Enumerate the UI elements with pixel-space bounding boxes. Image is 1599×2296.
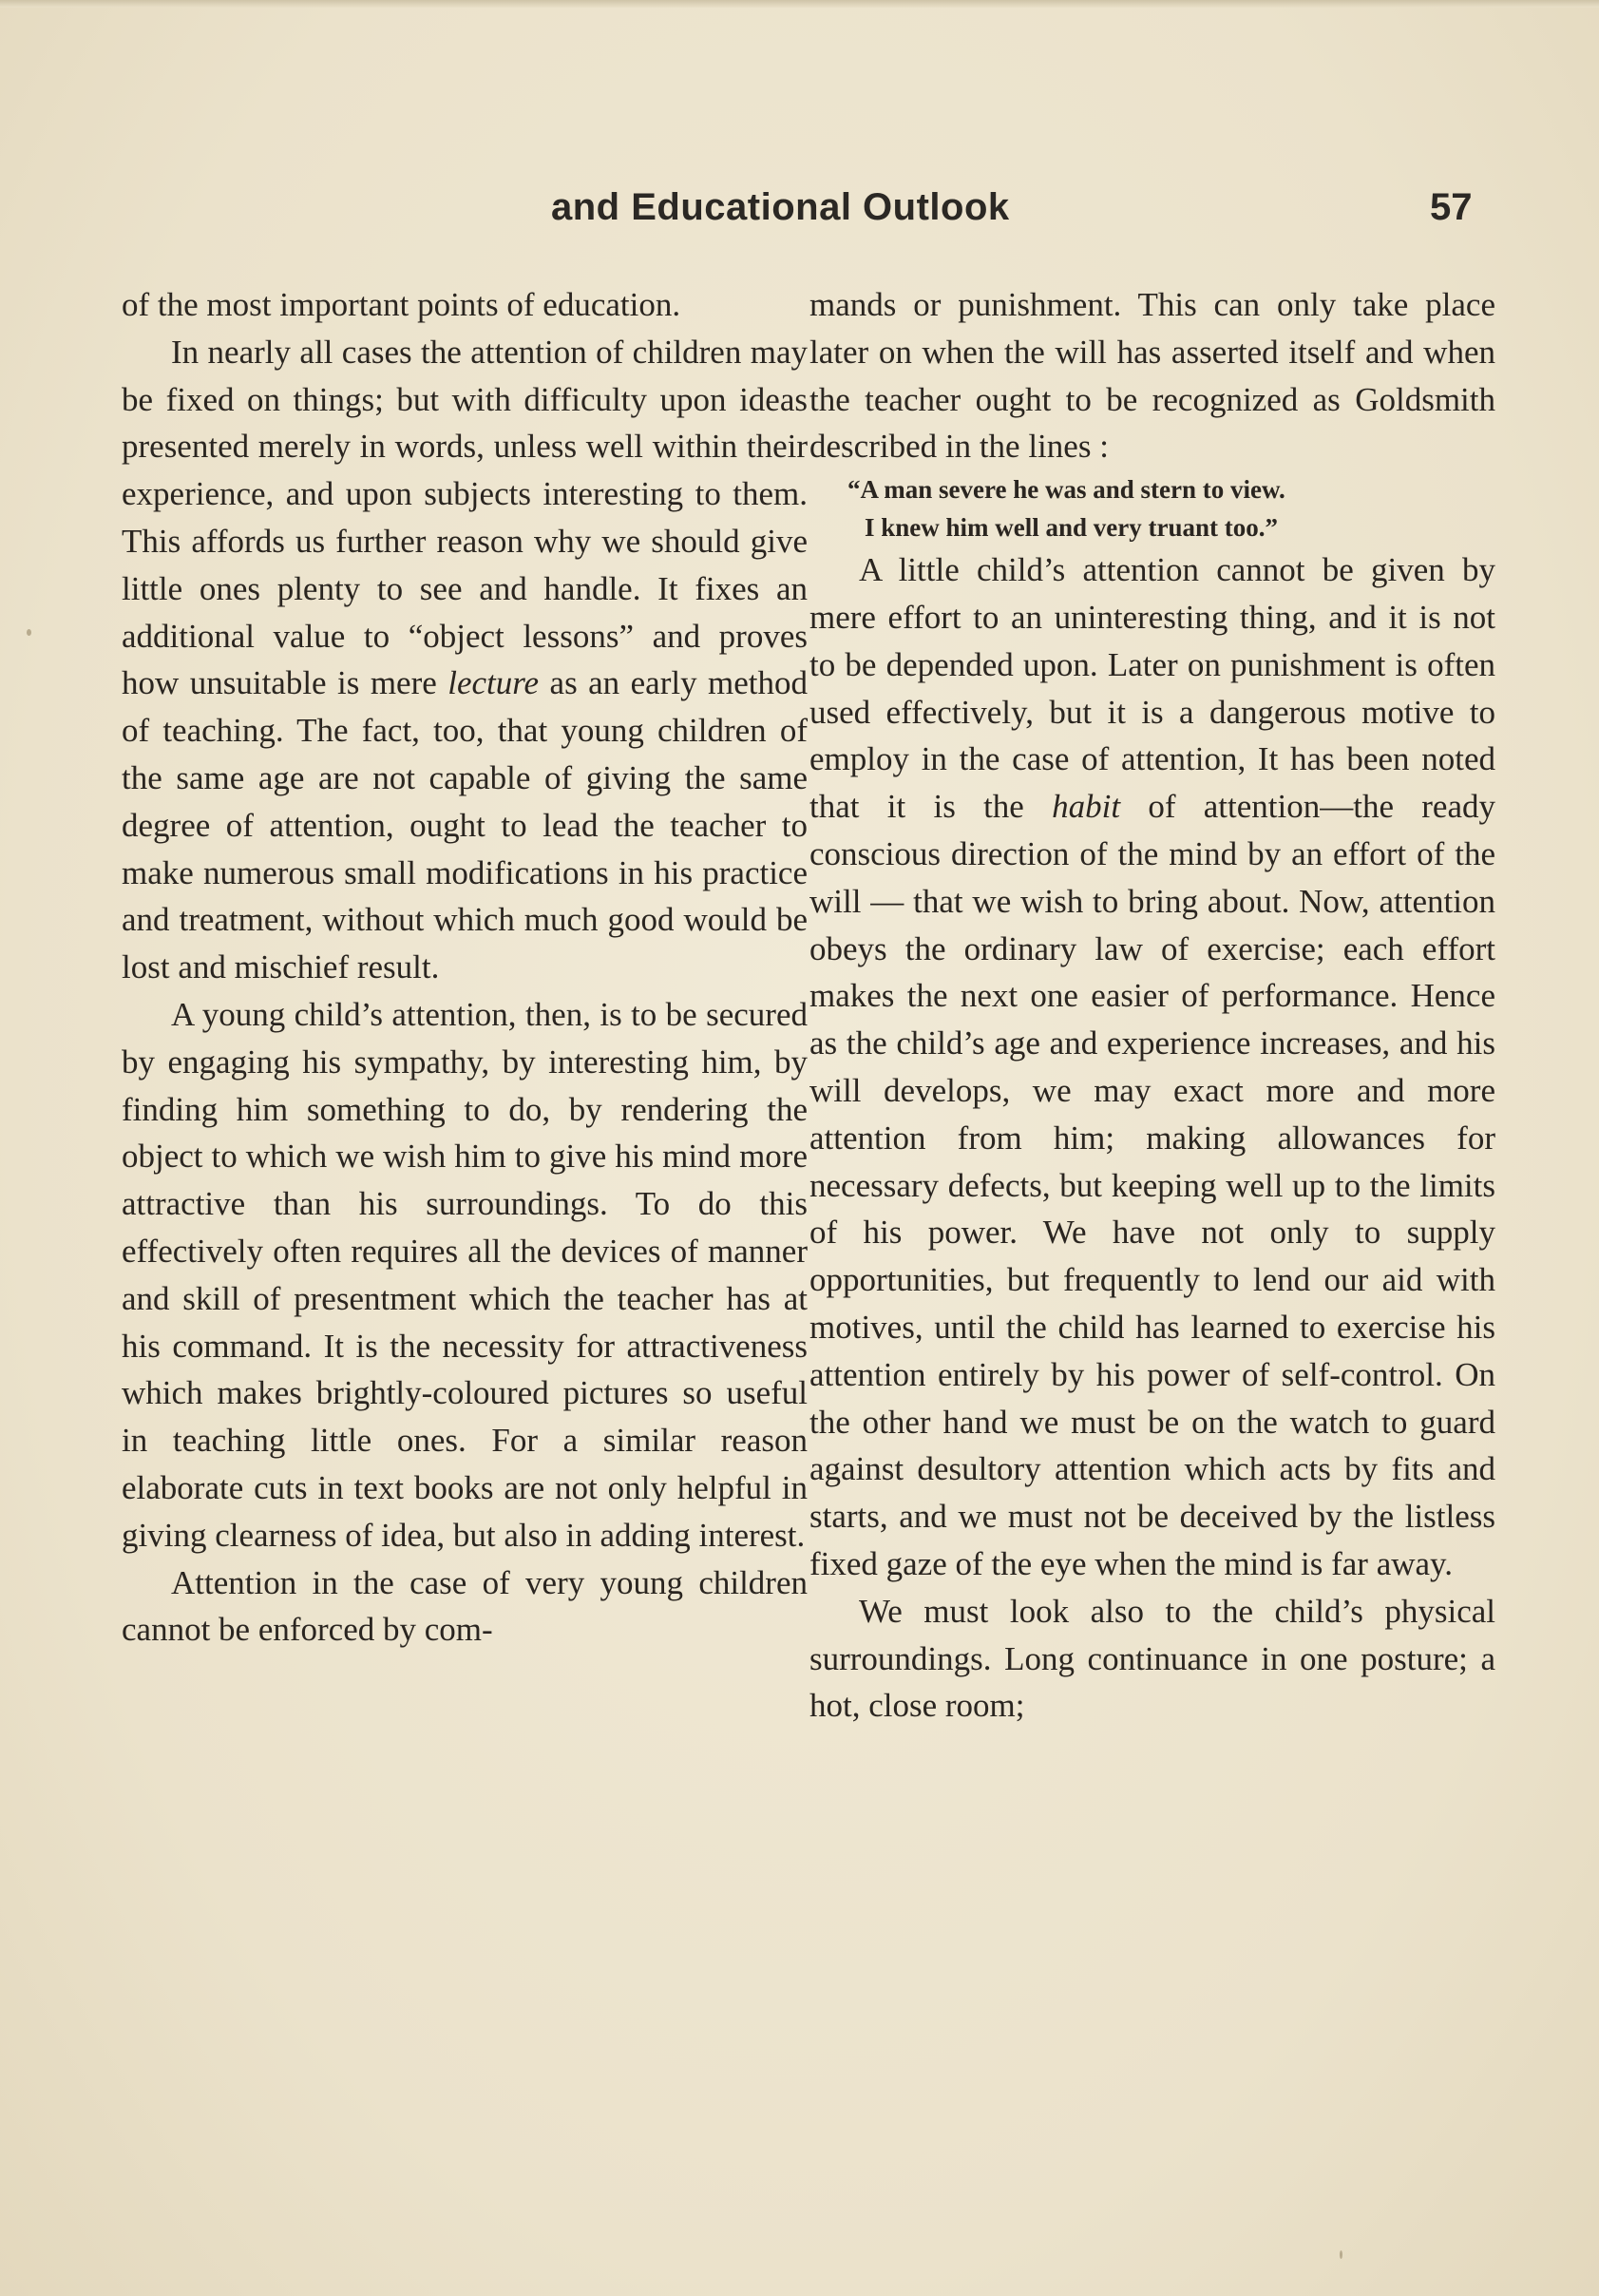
paragraph-text: In nearly all cases the attention of children may be fixed on things; but with difficulty upon ideas presented merely in words, unless well within their experience, and upon subjects interesting to them. This affords us further reason why we should give little ones plenty to see and handle. It fixes an additional value to “object lessons” and proves how unsuitable is mere: [122, 333, 808, 702]
paragraph: of the most important points of education.: [122, 286, 681, 323]
paragraph-text: A little child’s attention cannot be given by mere effort to an uninteresting thing, and it is not to be depended upon. Later on punishment is often used effectively, but it is a dangerous motive to employ in the case of attention, It has been noted that it is the: [809, 551, 1495, 826]
page-top-edge: [0, 0, 1599, 8]
right-column: [809, 281, 1495, 1730]
paragraph-text: of attention—the ready conscious direction of the mind by an effort of the will — that we wish to bring about. Now, attention obeys the ordinary law of exercise; each effort makes the next one easier of performance. Hence as the child’s age and experience increases, and his will develops, we may exact more and more attention from him; making allowances for necessary defects, but keeping well up to the limits of his power. We have not only to supply opportunities, but frequently to lend our aid with motives, until the child has learned to exercise his attention entirely by his power of self-control. On the other hand we must be on the watch to guard against desultory attention which acts by fits and starts, and we must not be deceived by the listless fixed gaze of the eye when the mind is far away.: [809, 788, 1495, 1582]
emphasis-lecture: lecture: [447, 664, 540, 702]
poem-line: “A man severe he was and stern to view.: [847, 475, 1285, 505]
paragraph: Attention in the case of very young children cannot be enforced by com-: [122, 1563, 808, 1649]
page-number: 57: [1430, 186, 1473, 228]
paragraph: [809, 546, 1495, 1588]
running-head-title: and Educational Outlook: [551, 186, 1010, 228]
paragraph: A young child’s attention, then, is to be secured by engaging his sympathy, by interesting him, by finding him something to do, by rendering the object to which we wish him to give his mind more attractive than his surroundings. To do this effectively often requires all the devices of manner and skill of presentment which the teacher has at his command. It is the necessity for attractiveness which makes brightly-coloured pictures so useful in teaching little ones. For a similar reason elaborate cuts in text books are not only helpful in giving clearness of idea, but also in adding interest.: [122, 995, 808, 1554]
running-head: [0, 186, 1599, 243]
paragraph: We must look also to the child’s physical surroundings. Long continuance in one posture; a hot, close room;: [809, 1592, 1495, 1725]
paper-speck: [1340, 2250, 1342, 2259]
emphasis-habit: habit: [1052, 788, 1121, 826]
paper-speck: [27, 629, 31, 636]
paragraph-text: as an early method of teaching. The fact, too, that young children of the same age are not capable of giving the same degree of attention, ought to lead the teacher to make numerous small modifications in his practice and treatment, without which much good would be lost and mischief result.: [122, 664, 808, 986]
left-column: [122, 281, 808, 1654]
paragraph: mands or punishment. This can only take place later on when the will has asserted itself and when the teacher ought to be recognized as Goldsmith described in the lines :: [809, 286, 1495, 466]
paragraph: [122, 329, 808, 991]
poem-quote: [809, 470, 1495, 546]
poem-line: I knew him well and very truant too.”: [865, 513, 1279, 543]
